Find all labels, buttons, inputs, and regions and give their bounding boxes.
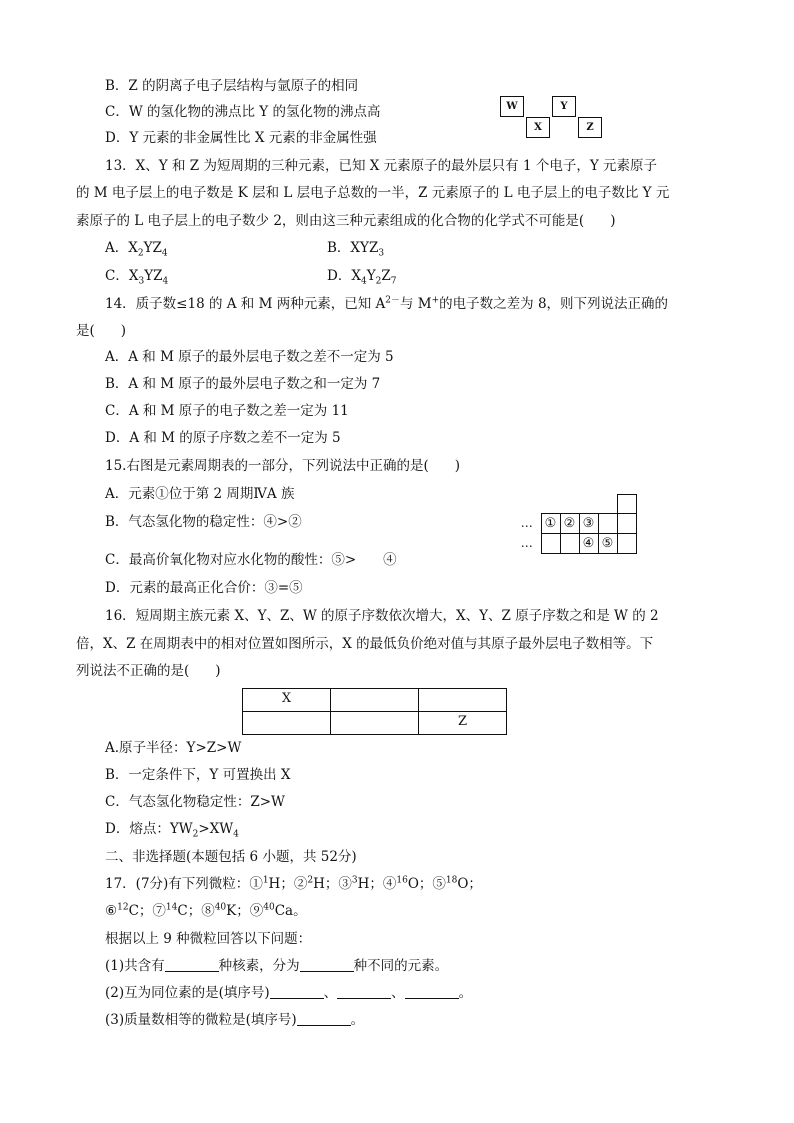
q14-line1: 14．质子数≤18 的 A 和 M 两种元素，已知 $A^{2-}$与 M+的电子数之差为 8，则下列说法正确的 [105,295,669,312]
q14-line2: 是( ) [76,323,127,339]
q14-option-d: D．A 和 M 的原子序数之差不一定为 5 [105,430,341,446]
blank-4[interactable] [337,985,391,999]
q15-cell-3: ③ [579,514,598,534]
q17-part1: (1)共含有 种核素，分为 种不同的元素。 [105,958,449,974]
q16-line2: 倍，X、Z 在周期表中的相对位置如图所示，X 的最低负价绝对值与其原子最外层电子数相等。下 [76,636,654,652]
q16-option-b: B．一定条件下，Y 可置换出 X [105,767,291,783]
q15-cell-r1-blank [598,514,617,534]
q16-cell-x: X [243,689,331,712]
q15-stem: 15.右图是元素周期表的一部分，下列说法中正确的是( ) [105,458,461,474]
q13-option-a: A．$X_2YZ_4$ [105,240,168,259]
q17-line1: 17．(7分)有下列微粒：①$^1$H；②$^2$H；③$^3$H；④$^{16}$O；⑤$^{18}$O； [105,875,482,892]
q14-option-a: A．A 和 M 原子的最外层电子数之差不一定为 5 [105,349,394,365]
q15-cell-top [617,495,636,514]
q16-cell-r1c2 [331,689,419,712]
blank-1[interactable] [165,958,219,972]
q13-line3: 素原子的 L 电子层上的电子数少 2，则由这三种元素组成的化合物的化学式不可能是( ) [76,213,616,229]
q16-table [242,688,507,735]
q13-option-b: B．$XYZ_3$ [327,240,385,259]
prev-option-d: D．Y 元素的非金属性比 X 元素的非金属性强 [105,130,377,146]
q13-option-d: D．$X_4Y_2Z_7$ [327,268,397,287]
q16-cell-z: Z [419,712,507,735]
q16-line1: 16．短周期主族元素 X、Y、Z、W 的原子序数依次增大，X、Y、Z 原子序数之和是 W 的 2 [105,608,659,624]
q17-line2: ⑥$^{12}$C；⑦$^{14}$C；⑧$^{40}$K；⑨$^{40}$Ca。 [105,902,307,919]
q15-cell-r2-blank2 [560,534,579,554]
section-two-title: 二、非选择题(本题包括 6 小题，共 52分) [105,849,357,865]
q15-cell-r1-end [617,514,636,534]
q15-cell-r2-blank [541,534,560,554]
prev-option-c: C．W 的氢化物的沸点比 Y 的氢化物的沸点高 [105,104,381,120]
blank-5[interactable] [405,985,459,999]
q16-option-c: C．气态氢化物稳定性：Z>W [105,794,285,810]
q15-cell-1: ① [541,514,560,534]
q13-line1: 13．X、Y 和 Z 为短周期的三种元素，已知 X 元素原子的最外层只有 1 个电子，Y 元素原子 [105,158,658,174]
q15-cell-4: ④ [579,534,598,554]
q13-line2: 的 M 电子层上的电子数是 K 层和 L 层电子总数的一半，Z 元素原子的 L 电子层上的电子数比 Y 元 [76,185,670,201]
q16-cell-r2c1 [243,712,331,735]
q15-option-c: C．最高价氧化物对应水化物的酸性：⑤> ④ [105,552,397,568]
q16-option-d: D．熔点：$YW_2>XW_4$ [105,821,239,840]
q15-periodic-table [513,494,637,554]
prev-option-b: B．Z 的阴离子电子层结构与氩原子的相同 [105,78,359,94]
q16-option-a: A.原子半径：Y>Z>W [105,740,242,756]
q17-part3: (3)质量数相等的微粒是(填序号) 。 [105,1012,365,1028]
q13-option-c: C．$X_3YZ_4$ [105,268,169,287]
q15-cell-2: ② [560,514,579,534]
blank-3[interactable] [270,985,324,999]
q17-intro: 根据以上 9 种微粒回答以下问题： [105,931,312,947]
blank-2[interactable] [300,958,354,972]
q14-option-b: B．A 和 M 原子的最外层电子数之和一定为 7 [105,376,381,392]
q15-cell-r2-end [617,534,636,554]
fragment-cell-x: X [526,117,550,138]
fragment-cell-z: Z [578,117,602,138]
q15-option-a: A．元素①位于第 2 周期ⅣA 族 [105,486,295,502]
q16-line3: 列说法不正确的是( ) [76,663,221,679]
q16-cell-r1c3 [419,689,507,712]
q14-option-c: C．A 和 M 原子的电子数之差一定为 11 [105,403,349,419]
q15-option-d: D．元素的最高正化合价：③=⑤ [105,580,303,596]
blank-6[interactable] [297,1012,351,1026]
q15-cell-5: ⑤ [598,534,617,554]
q15-dots-row2: … [520,536,533,550]
q17-part2: (2)互为同位素的是(填序号) 、 、 。 [105,985,473,1001]
q15-option-b: B．气态氢化物的稳定性：④>② [105,514,302,530]
q16-cell-r2c2 [331,712,419,735]
fragment-cell-w: W [500,96,524,117]
q15-dots-row1: … [520,516,533,530]
fragment-cell-y: Y [552,96,576,117]
